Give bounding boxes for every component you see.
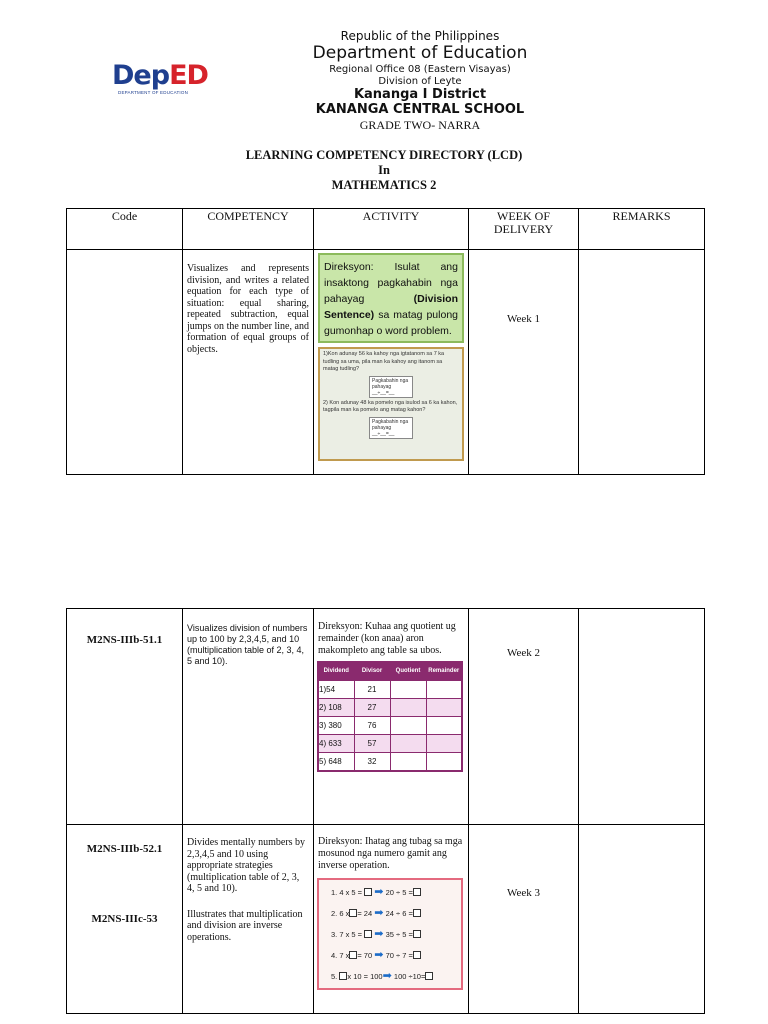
week-cell: Week 2	[469, 609, 579, 825]
quotient-table-header: Dividend	[318, 662, 354, 681]
word-problem-1: 1)Kon adunay 56 ka kahoy nga igtatanom sa 7 ka tudling sa uma, pila man ka kahoy ang itanom sa matag tudling?	[323, 351, 445, 372]
remarks-cell	[579, 825, 705, 1014]
logo-ed: ED	[169, 60, 208, 91]
logo-subtitle: DEPARTMENT OF EDUCATION	[118, 90, 189, 95]
table-header-row	[67, 209, 705, 250]
direction-text: Direksyon: Kuhaa ang quotient ug remainder (kon anaa) aron makompleto ang table sa ubos.	[318, 621, 456, 656]
table-row	[67, 825, 705, 1014]
blank-box	[364, 930, 372, 938]
inverse-item: 2. 6 x = 24 ➡ 24 ÷ 6 =	[331, 903, 457, 924]
remarks-cell	[579, 250, 705, 475]
table-row	[67, 609, 705, 825]
document-title-in: In	[378, 163, 390, 177]
header-activity: ACTIVITY	[314, 209, 469, 250]
inverse-item: 3. 7 x 5 = ➡ 35 ÷ 5 =	[331, 924, 457, 945]
week-cell: Week 1	[469, 250, 579, 475]
region-heading: Regional Office 08 (Eastern Visayas)	[329, 64, 511, 75]
inverse-item: 1. 4 x 5 = ➡ 20 ÷ 5 =	[331, 882, 457, 903]
code-secondary: M2NS-IIIc-53	[91, 913, 158, 925]
activity-cell	[314, 609, 469, 825]
activity-cell	[314, 250, 469, 475]
quotient-row: 3) 380 76	[318, 717, 462, 735]
document-title: LEARNING COMPETENCY DIRECTORY (LCD)	[245, 148, 523, 162]
header-competency: COMPETENCY	[183, 209, 314, 250]
lcd-table-page2	[66, 608, 705, 1014]
arrow-right-icon: ➡	[374, 949, 384, 961]
word-problem-2: 2) Kon adunay 48 ka pomelo nga isulod sa 6 ka kahon, tagpila man ka pomelo ang matag kahon?	[323, 399, 458, 413]
header-code: Code	[67, 209, 183, 250]
logo-dep: Dep	[112, 60, 170, 91]
department-heading: Department of Education	[312, 43, 528, 63]
answer-box-2: Pagkabahin nga pahayag __÷__=__	[369, 417, 413, 439]
arrow-right-icon: ➡	[374, 886, 384, 898]
blank-box	[413, 888, 421, 896]
deped-logo	[112, 60, 212, 100]
quotient-row: 5) 648 32	[318, 753, 462, 771]
code-primary: M2NS-IIIb-52.1	[86, 843, 163, 855]
blank-box	[413, 909, 421, 917]
answer-box-1: Pagkabahin nga pahayag __÷__=__	[369, 376, 413, 398]
code-cell	[67, 250, 183, 475]
quotient-table	[317, 661, 463, 772]
quotient-table-header: Remainder	[426, 662, 462, 681]
blank-box	[413, 930, 421, 938]
blank-box	[413, 951, 421, 959]
inverse-item: 4. 7 x = 70 ➡ 70 ÷ 7 =	[331, 945, 457, 966]
inverse-operation-card	[317, 878, 463, 990]
quotient-row: 1)54 21	[318, 681, 462, 699]
document-subject: MATHEMATICS 2	[331, 178, 437, 192]
code-cell	[67, 825, 183, 1014]
arrow-right-icon: ➡	[374, 928, 384, 940]
grade-heading: GRADE TWO- NARRA	[359, 118, 481, 132]
table-row	[67, 250, 705, 475]
header-remarks: REMARKS	[579, 209, 705, 250]
quotient-table-header: Divisor	[354, 662, 390, 681]
competency-cell: Visualizes and represents division, and writes a related equation for each type of situation: equal sharing, repeated subtraction, equal jumps on the number line, and formation of equal groups of objects.	[183, 250, 314, 475]
inverse-item: 5. x 10 = 100➡ 100 ÷10=	[331, 966, 457, 987]
word-problem-card	[318, 347, 464, 461]
competency-cell: Visualizes division of numbers up to 100 by 2,3,4,5, and 10 (multiplication table of 2, 3, 4, 5 and 10).	[183, 609, 314, 825]
quotient-table-header: Quotient	[390, 662, 426, 681]
blank-box	[364, 888, 372, 896]
direction-card: Direksyon: Isulat ang insaktong pagkahabin nga pahayag (Division Sentence) sa matag pulong gumonhap o word problem.	[318, 253, 464, 343]
quotient-row: 2) 108 27	[318, 699, 462, 717]
division-heading: Division of Leyte	[378, 76, 462, 87]
competency-cell	[183, 825, 314, 1014]
direction-text: Direksyon: Ihatag ang tubag sa mga mosunod nga numero gamit ang inverse operation.	[318, 836, 463, 871]
blank-box	[425, 972, 433, 980]
header-week: WEEK OF DELIVERY	[469, 209, 579, 250]
code-cell: M2NS-IIIb-51.1	[67, 609, 183, 825]
district-heading: Kananga I District	[353, 87, 487, 102]
arrow-right-icon: ➡	[374, 907, 384, 919]
lcd-table-page1	[66, 208, 705, 475]
quotient-row: 4) 633 57	[318, 735, 462, 753]
week-cell: Week 3	[469, 825, 579, 1014]
competency-text-2: Illustrates that multiplication and division are inverse operations.	[187, 908, 303, 943]
school-heading: KANANGA CENTRAL SCHOOL	[315, 102, 525, 117]
remarks-cell	[579, 609, 705, 825]
arrow-right-icon: ➡	[382, 970, 392, 982]
competency-text: Divides mentally numbers by 2,3,4,5 and 10 using appropriate strategies (multiplication table of 2, 3, 4, 5 and 10).	[187, 837, 306, 894]
republic-heading: Republic of the Philippines	[340, 29, 500, 43]
activity-cell	[314, 825, 469, 1014]
